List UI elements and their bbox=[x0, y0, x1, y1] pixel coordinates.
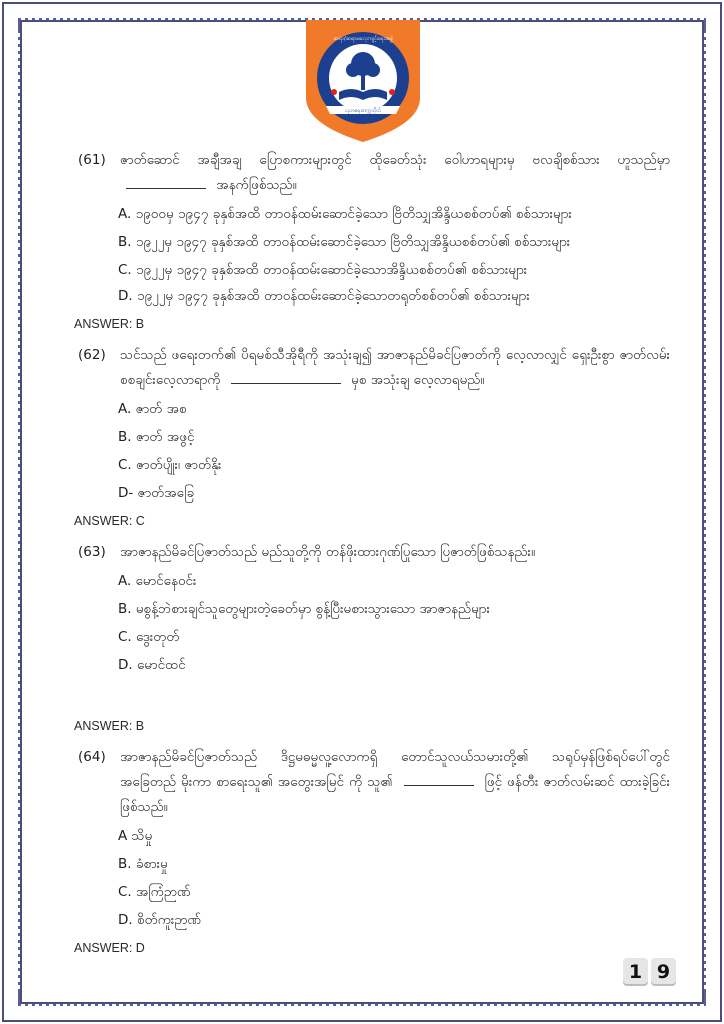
option-c: C. ဇာတ်ပျိုး၊ ဇာတ်နိုး bbox=[118, 457, 222, 473]
question-text-before: ဇာတ်ဆောင် အချီအချ ပြောစကားများတွင် ထိုခေတ်သုံး ဝေါဟာရများမှ ဗလချိစစ်သား ဟူသည်မှာ bbox=[120, 152, 670, 168]
option-a: A. ၁၉၀၀မှ ၁၉၄၇ ခုနှစ်အထိ တာဝန်ထမ်းဆောင်ခဲ့သော ဗြိတိသျှအိန္ဒိယစစ်တပ်၏ စစ်သားများ bbox=[118, 206, 572, 222]
option-d: D. စိတ်ကူးဉာဏ် bbox=[118, 912, 202, 928]
answer-line: ANSWER: B bbox=[74, 719, 145, 733]
option-b: B. ၁၉၂၂မှ ၁၉၄၇ ခုနှစ်အထိ တာဝန်ထမ်းဆောင်ခဲ့သော ဗြိတိသျှအိန္ဒိယစစ်တပ်၏ စစ်သားများ bbox=[118, 234, 571, 250]
question-text bbox=[120, 745, 682, 820]
question-text bbox=[120, 343, 682, 393]
question-text-before: အာဇာနည်မိခင်ပြဇာတ်သည် မည်သူတို့ကို တန်ဖိုးထားဂုဏ်ပြုသော ပြဇာတ်ဖြစ်သနည်း။ bbox=[120, 544, 536, 560]
spacer bbox=[72, 681, 682, 711]
question-number: (61) bbox=[78, 152, 106, 168]
question-text bbox=[120, 148, 682, 198]
page-number bbox=[623, 958, 676, 986]
answer-line: ANSWER: D bbox=[74, 941, 145, 955]
question-stem bbox=[72, 148, 682, 198]
logo-top-text: ဆရာ/ဆရာမလေ့ကျင့်ရေးအဖွဲ့ bbox=[333, 36, 393, 42]
institution-logo bbox=[306, 20, 420, 142]
option-d: D. ၁၉၂၂မှ ၁၉၄၇ ခုနှစ်အထိ တာဝန်ထမ်းဆောင်ခဲ့သောတရုတ်စစ်တပ်၏ စစ်သားများ bbox=[118, 288, 530, 304]
question-62 bbox=[72, 343, 682, 532]
option-b: B. ခံစားမှု bbox=[118, 856, 168, 872]
options-list bbox=[118, 569, 682, 678]
question-text-before: အာဇာနည်မိခင်ပြဇာတ်သည် ဒိဋ္ဌမဓမ္မလူ့လောကရှိ တောင်သူလယ်သမားတို့၏ သရုပ်မှန်ဖြစ်ရပ်ပေါ်တွင် အခြေတည် မိုးကာ စာရေးသူ၏ အတွေးအမြင် ကို သူ၏ bbox=[120, 749, 670, 790]
option-a: A. မောင်နေဝင်း bbox=[118, 573, 197, 589]
questions-section bbox=[72, 148, 682, 967]
question-text-before: သင်သည် ဖရေးတက်၏ ပိရမစ်သီအိုရီကို အသုံးချ၍ အာဇာနည်မိခင်ပြဇာတ်ကို လေ့လာလျှင် ရှေးဦးစွာ ဇာတ်လမ်းစစချင်းလေ့လာရာကို bbox=[120, 347, 670, 388]
option-c: C. အကြံဉာဏ် bbox=[118, 884, 191, 900]
option-b: B. ဇာတ် အဖွင့် bbox=[118, 429, 195, 445]
question-61 bbox=[72, 148, 682, 335]
question-63 bbox=[72, 540, 682, 737]
page-number-digit: 1 bbox=[623, 958, 648, 986]
page-number-digit: 9 bbox=[651, 958, 676, 986]
question-number: (62) bbox=[78, 347, 106, 363]
option-b: B. မစွန့်ဘဲစားချင်သူတွေများတဲ့ခေတ်မှာ စွန့်ပြီးမစားသွားသော အာဇာနည်များ bbox=[118, 601, 490, 617]
question-64 bbox=[72, 745, 682, 959]
option-c: C. ဒွေးတုတ် bbox=[118, 629, 180, 645]
question-stem bbox=[72, 540, 682, 565]
question-text-after: အနက်ဖြစ်သည်။ bbox=[216, 177, 297, 193]
answer-blank bbox=[404, 773, 474, 786]
option-d: D. မောင်ထင် bbox=[118, 657, 186, 673]
logo-star-left bbox=[331, 89, 337, 95]
option-a: A. ဇာတ် အစ bbox=[118, 401, 187, 417]
answer-line: ANSWER: C bbox=[74, 514, 145, 528]
option-a: A သိမှု bbox=[118, 828, 153, 844]
options-list bbox=[118, 397, 682, 506]
options-list bbox=[118, 202, 682, 309]
option-d: D- ဇာတ်အခြေ bbox=[118, 485, 195, 501]
question-stem bbox=[72, 343, 682, 393]
question-text bbox=[120, 540, 682, 565]
question-text-after: ဖြင့် ဖန်တီး ဇာတ်လမ်းဆင် ထားခဲ့ခြင်း ဖြစ်သည်။ bbox=[120, 774, 671, 815]
option-c: C. ၁၉၂၂မှ ၁၉၄၇ ခုနှစ်အထိ တာဝန်ထမ်းဆောင်ခဲ့သောအိန္ဒိယစစ်တပ်၏ စစ်သားများ bbox=[118, 262, 528, 278]
question-number: (64) bbox=[78, 749, 106, 765]
question-number: (63) bbox=[78, 544, 106, 560]
answer-line: ANSWER: B bbox=[74, 317, 145, 331]
logo-bottom-text: ပညာရေးတက္ကသိုလ် bbox=[345, 108, 381, 114]
answer-blank bbox=[126, 176, 206, 189]
logo-star-right bbox=[389, 89, 395, 95]
options-list bbox=[118, 824, 682, 933]
question-stem bbox=[72, 745, 682, 820]
answer-blank bbox=[231, 371, 341, 384]
question-text-after: မှစ အသုံးချ လေ့လာရမည်။ bbox=[351, 372, 485, 388]
